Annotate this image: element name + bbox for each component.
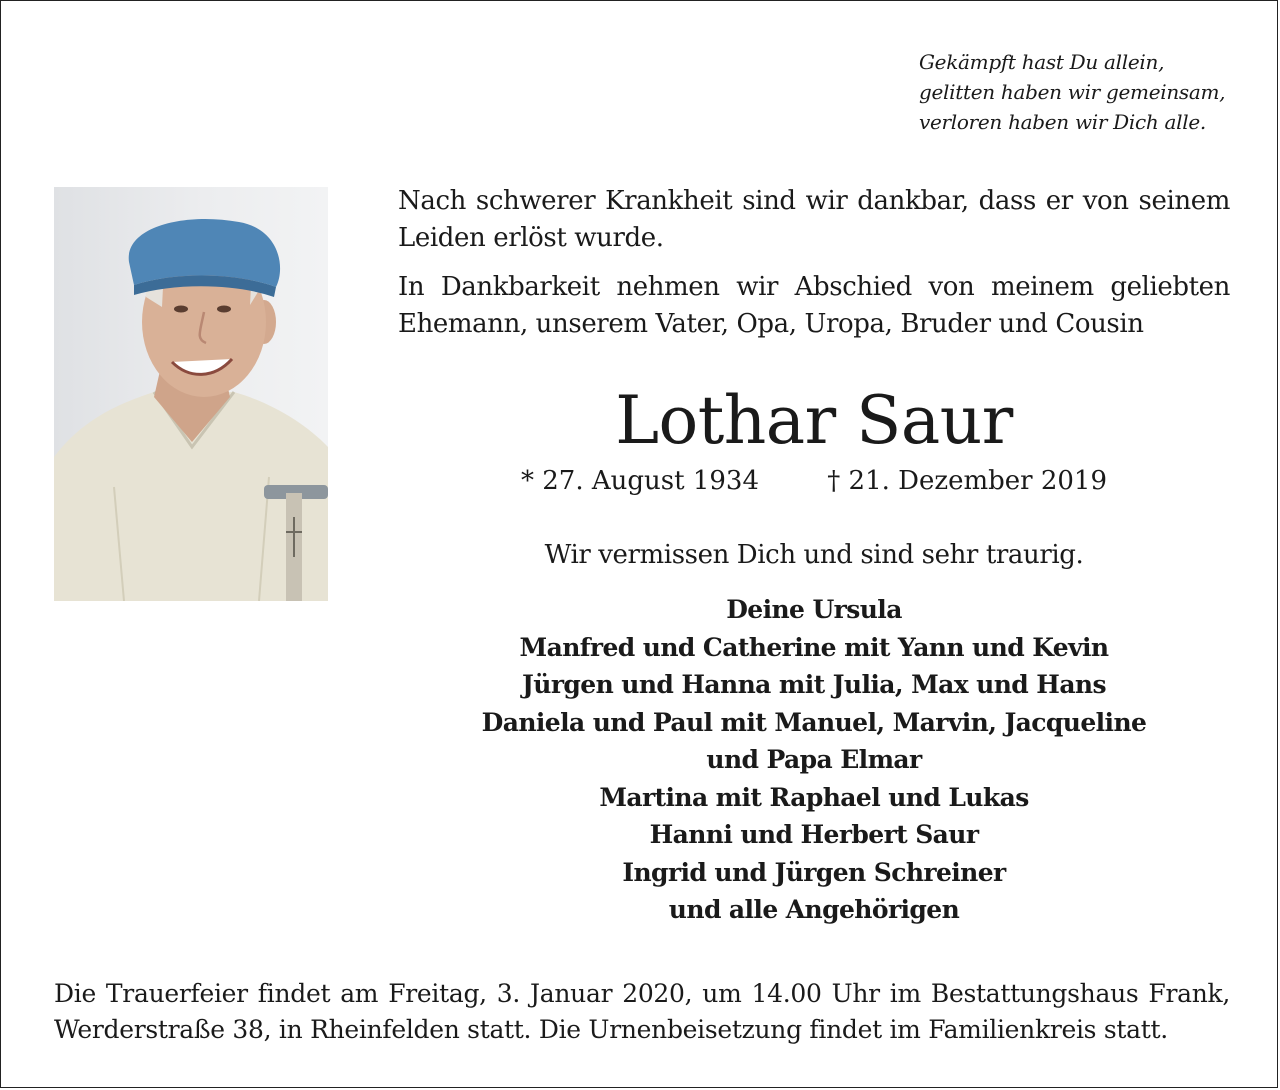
- deceased-name: Lothar Saur: [615, 382, 1013, 459]
- motto-line: gelitten haben wir gemeinsam,: [919, 80, 1226, 104]
- mourner-line: Jürgen und Hanna mit Julia, Max und Hans: [522, 670, 1106, 699]
- mourner-line: und alle Angehörigen: [668, 895, 960, 924]
- life-dates: [398, 463, 1230, 499]
- motto-line: verloren haben wir Dich alle.: [919, 110, 1206, 134]
- intro-text: [398, 183, 1230, 355]
- death-date: † 21. Dezember 2019: [827, 466, 1108, 496]
- motto-line: Gekämpft hast Du allein,: [919, 50, 1165, 74]
- mourner-line: Manfred und Catherine mit Yann und Kevin: [519, 632, 1109, 662]
- motto-verse: [919, 47, 1259, 137]
- birth-date: * 27. August 1934: [520, 466, 759, 496]
- mourner-line: Daniela und Paul mit Manuel, Marvin, Jacqueline: [481, 707, 1147, 737]
- sorrow-line: Wir vermissen Dich und sind sehr traurig.: [544, 540, 1084, 570]
- mourner-line: Ingrid und Jürgen Schreiner: [622, 857, 1006, 887]
- mourner-line: und Papa Elmar: [706, 745, 922, 774]
- intro-paragraph: In Dankbarkeit nehmen wir Abschied von meinem geliebten Ehemann, unserem Vater, Opa, Uropa, Bruder und Cousin: [398, 272, 1230, 339]
- funeral-info: Die Trauerfeier findet am Freitag, 3. Januar 2020, um 14.00 Uhr im Bestattungshaus Frank, Werderstraße 38, in Rheinfelden statt. Die Urnenbeisetzung findet im Familienkreis statt.: [54, 979, 1230, 1044]
- intro-paragraph: Nach schwerer Krankheit sind wir dankbar, dass er von seinem Leiden erlöst wurde.: [398, 186, 1230, 253]
- mourner-line: Martina mit Raphael und Lukas: [599, 782, 1029, 812]
- mourner-line: Deine Ursula: [726, 595, 902, 624]
- mourners-list: [398, 591, 1230, 929]
- portrait-photo: [54, 187, 328, 601]
- mourner-line: Hanni und Herbert Saur: [649, 820, 979, 849]
